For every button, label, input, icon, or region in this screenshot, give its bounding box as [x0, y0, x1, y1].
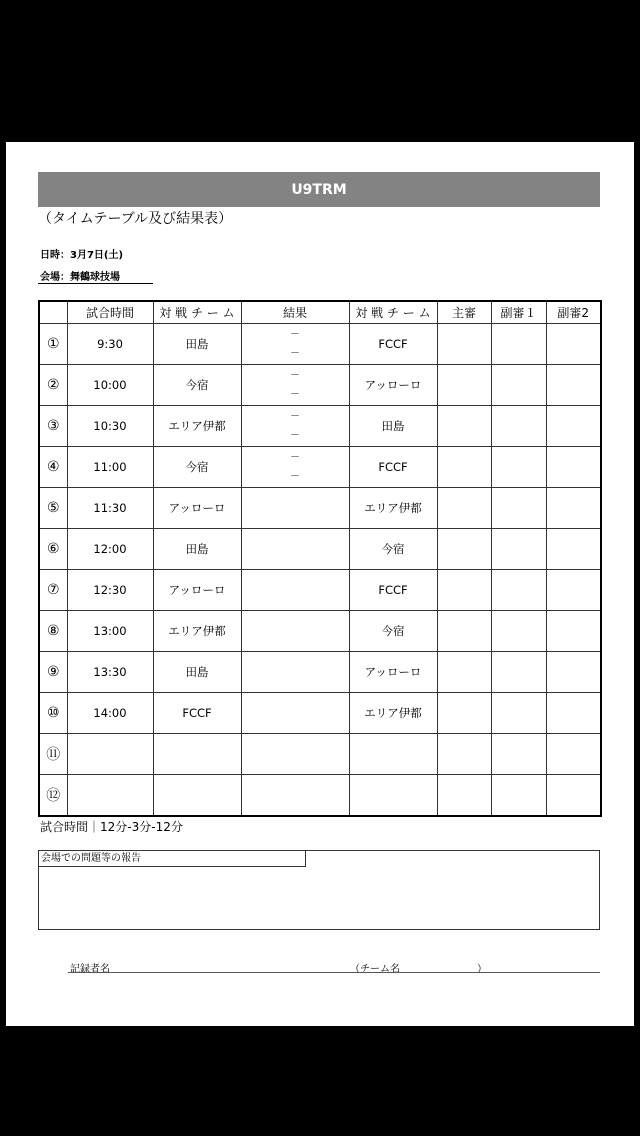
match-time	[67, 775, 153, 817]
team-left: アッローロ	[153, 570, 241, 611]
result-cell	[241, 611, 349, 652]
team-left: エリア伊都	[153, 611, 241, 652]
header-result: 結果	[241, 301, 349, 324]
referee-cell	[437, 652, 491, 693]
team-right	[349, 775, 437, 817]
header-num	[39, 301, 67, 324]
table-row	[39, 693, 601, 734]
assistant1-cell	[491, 488, 546, 529]
result-cell	[241, 652, 349, 693]
team-left: 今宿	[153, 365, 241, 406]
team-left: 今宿	[153, 447, 241, 488]
header-team2: 対 戦 チ ー ム	[349, 301, 437, 324]
table-header-row	[39, 301, 601, 324]
team-left	[153, 775, 241, 817]
result-cell	[241, 775, 349, 817]
report-box	[38, 850, 600, 930]
result-cell	[241, 365, 349, 406]
match-time: 12:00	[67, 529, 153, 570]
assistant2-cell	[546, 734, 601, 775]
result-cell	[241, 324, 349, 365]
assistant1-cell	[491, 734, 546, 775]
header-referee: 主審	[437, 301, 491, 324]
result-cell	[241, 734, 349, 775]
header-time: 試合時間	[67, 301, 153, 324]
result-cell	[241, 570, 349, 611]
match-time: 10:30	[67, 406, 153, 447]
result-cell	[241, 406, 349, 447]
team-right: 今宿	[349, 529, 437, 570]
referee-cell	[437, 570, 491, 611]
assistant2-cell	[546, 365, 601, 406]
match-time: 11:30	[67, 488, 153, 529]
assistant2-cell	[546, 775, 601, 817]
row-number: ⑧	[39, 611, 67, 652]
report-label: 会場での問題等の報告	[39, 851, 306, 867]
assistant2-cell	[546, 447, 601, 488]
table-row	[39, 652, 601, 693]
team-right: エリア伊都	[349, 693, 437, 734]
assistant1-cell	[491, 611, 546, 652]
team-left: 田島	[153, 652, 241, 693]
schedule-table	[38, 300, 602, 817]
row-number: ⑨	[39, 652, 67, 693]
document-page	[6, 142, 634, 1026]
team-right: アッローロ	[349, 652, 437, 693]
team-left	[153, 734, 241, 775]
result-dash: －	[290, 389, 300, 400]
assistant2-cell	[546, 652, 601, 693]
row-number: ⑥	[39, 529, 67, 570]
document-title: U9TRM	[38, 172, 600, 207]
match-time: 12:30	[67, 570, 153, 611]
result-dash: －	[290, 452, 300, 463]
row-number: ⑩	[39, 693, 67, 734]
result-cell	[241, 447, 349, 488]
assistant2-cell	[546, 611, 601, 652]
result-cell	[241, 529, 349, 570]
result-cell	[241, 488, 349, 529]
result-dash: －	[290, 471, 300, 482]
team-left: エリア伊都	[153, 406, 241, 447]
assistant2-cell	[546, 529, 601, 570]
match-time: 11:00	[67, 447, 153, 488]
result-dash: －	[290, 329, 300, 340]
referee-cell	[437, 775, 491, 817]
team-right: FCCF	[349, 324, 437, 365]
table-row	[39, 365, 601, 406]
referee-cell	[437, 488, 491, 529]
row-number: ③	[39, 406, 67, 447]
team-right: 今宿	[349, 611, 437, 652]
assistant1-cell	[491, 652, 546, 693]
referee-cell	[437, 324, 491, 365]
header-assistant1: 副審１	[491, 301, 546, 324]
team-name-label: （チーム名	[350, 964, 400, 975]
match-time: 13:00	[67, 611, 153, 652]
assistant1-cell	[491, 775, 546, 817]
result-dash: －	[290, 348, 300, 359]
assistant2-cell	[546, 324, 601, 365]
match-time	[67, 734, 153, 775]
assistant2-cell	[546, 693, 601, 734]
result-dash: －	[290, 430, 300, 441]
recorder-underline	[68, 972, 600, 973]
table-row	[39, 406, 601, 447]
date-label: 日時：3月7日(土)	[40, 250, 124, 261]
team-left: 田島	[153, 529, 241, 570]
team-right: FCCF	[349, 570, 437, 611]
team-name-close: ）	[477, 964, 487, 975]
assistant1-cell	[491, 365, 546, 406]
table-row	[39, 447, 601, 488]
assistant1-cell	[491, 570, 546, 611]
referee-cell	[437, 447, 491, 488]
assistant1-cell	[491, 529, 546, 570]
team-left: アッローロ	[153, 488, 241, 529]
header-assistant2: 副審2	[546, 301, 601, 324]
match-time: 14:00	[67, 693, 153, 734]
row-number: ⑫	[39, 775, 67, 817]
row-number: ④	[39, 447, 67, 488]
table-row	[39, 734, 601, 775]
table-row	[39, 324, 601, 365]
referee-cell	[437, 529, 491, 570]
row-number: ⑪	[39, 734, 67, 775]
assistant2-cell	[546, 406, 601, 447]
result-dash: －	[290, 411, 300, 422]
team-right: エリア伊都	[349, 488, 437, 529]
venue-underline	[38, 283, 153, 284]
table-row	[39, 775, 601, 817]
row-number: ⑦	[39, 570, 67, 611]
team-right	[349, 734, 437, 775]
match-time: 10:00	[67, 365, 153, 406]
result-dash: －	[290, 370, 300, 381]
team-left: 田島	[153, 324, 241, 365]
assistant2-cell	[546, 570, 601, 611]
team-right: FCCF	[349, 447, 437, 488]
match-time-note: 試合時間｜12分-3分-12分	[40, 820, 183, 834]
table-row	[39, 488, 601, 529]
referee-cell	[437, 693, 491, 734]
team-right: 田島	[349, 406, 437, 447]
header-team1: 対 戦 チ ー ム	[153, 301, 241, 324]
referee-cell	[437, 365, 491, 406]
assistant1-cell	[491, 693, 546, 734]
row-number: ①	[39, 324, 67, 365]
table-row	[39, 611, 601, 652]
venue-label: 会場：舞鶴球技場	[40, 272, 120, 283]
table-row	[39, 529, 601, 570]
row-number: ②	[39, 365, 67, 406]
assistant1-cell	[491, 406, 546, 447]
table-row	[39, 570, 601, 611]
team-right: アッローロ	[349, 365, 437, 406]
row-number: ⑤	[39, 488, 67, 529]
assistant2-cell	[546, 488, 601, 529]
referee-cell	[437, 406, 491, 447]
team-left: FCCF	[153, 693, 241, 734]
recorder-label: 記録者名	[70, 964, 110, 975]
match-time: 9:30	[67, 324, 153, 365]
match-time: 13:30	[67, 652, 153, 693]
document-subtitle: （タイムテーブル及び結果表）	[38, 211, 233, 227]
referee-cell	[437, 734, 491, 775]
referee-cell	[437, 611, 491, 652]
assistant1-cell	[491, 447, 546, 488]
result-cell	[241, 693, 349, 734]
assistant1-cell	[491, 324, 546, 365]
